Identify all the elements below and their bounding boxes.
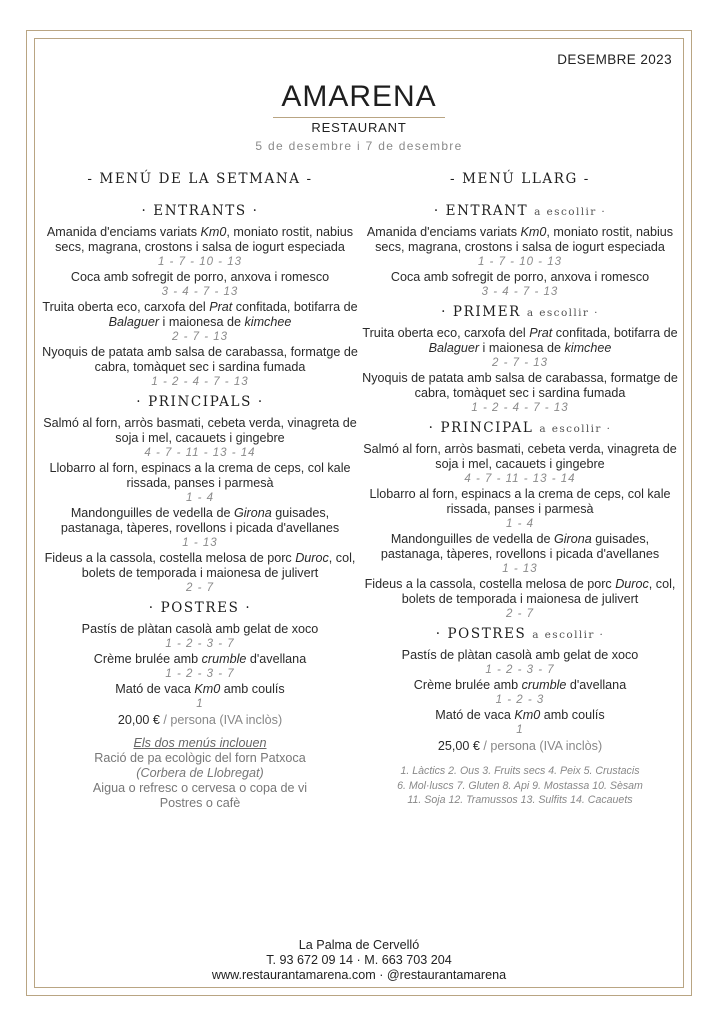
includes-title: Els dos menús inclouen (133, 736, 267, 750)
long-principal-choose: a escollir · (539, 423, 612, 435)
dish-name: Truita oberta eco, carxofa del Prat confitada, botifarra de Balaguer i maionesa de kimchee (42, 300, 358, 329)
dish-item (360, 270, 680, 300)
dish-name: Llobarro al forn, espinacs a la crema de ceps, col kale rissada, panses i parmesà (369, 487, 671, 516)
footer (0, 938, 718, 983)
long-price-unit: / persona (IVA inclòs) (479, 739, 603, 753)
dish-name: Mató de vaca Km0 amb coulís (435, 708, 605, 722)
week-menu-title: - MENÚ DE LA SETMANA - (87, 171, 313, 187)
brand-logo (0, 80, 718, 135)
dish-item (360, 648, 680, 678)
long-principal-heading (360, 420, 680, 436)
dish-name: Coca amb sofregit de porro, anxova i romesco (390, 270, 650, 284)
dish-allergens: 2 - 7 - 13 (171, 331, 229, 343)
includes-bread-origin: (Corbera de Llobregat) (136, 766, 264, 780)
dish-item (40, 300, 360, 345)
dish-item (360, 442, 680, 487)
week-price (40, 712, 360, 728)
long-price (360, 738, 680, 754)
dish-allergens: 1 - 7 - 10 - 13 (157, 256, 243, 268)
dish-allergens: 1 - 13 (502, 563, 538, 575)
dish-allergens: 2 - 7 - 13 (491, 357, 549, 369)
footer-web[interactable]: www.restaurantamarena.com · @restaurantamarena (211, 968, 507, 982)
dish-allergens: 1 - 2 - 3 - 7 (165, 668, 235, 680)
dish-item (360, 577, 680, 622)
dish-name: Nyoquis de patata amb salsa de carabassa, formatge de cabra, tomàquet sec i sardina fumada (42, 345, 358, 374)
long-entrant-label: · ENTRANT (433, 203, 529, 219)
long-primer-choose: a escollir · (526, 307, 599, 319)
dish-allergens: 1 - 7 - 10 - 13 (477, 256, 563, 268)
allergen-legend (360, 764, 680, 808)
long-postres-label: · POSTRES (435, 626, 527, 642)
week-principals-list (40, 416, 360, 596)
dish-name: Mató de vaca Km0 amb coulís (115, 682, 285, 696)
dish-name: Amanida d'enciams variats Km0, moniato rostit, nabius secs, magrana, crostons i salsa de iogurt especiada (46, 225, 354, 254)
dish-name: Nyoquis de patata amb salsa de carabassa, formatge de cabra, tomàquet sec i sardina fumada (362, 371, 678, 400)
dish-item (360, 487, 680, 532)
long-menu-column (360, 165, 680, 808)
dish-item (40, 461, 360, 506)
long-principal-label: · PRINCIPAL (428, 420, 534, 436)
dish-allergens: 3 - 4 - 7 - 13 (161, 286, 239, 298)
dish-name: Amanida d'enciams variats Km0, moniato rostit, nabius secs, magrana, crostons i salsa de iogurt especiada (366, 225, 674, 254)
dish-item (40, 682, 360, 712)
dish-allergens: 1 - 4 (185, 492, 214, 504)
dish-allergens: 1 - 13 (182, 537, 218, 549)
dish-name: Llobarro al forn, espinacs a la crema de ceps, col kale rissada, panses i parmesà (49, 461, 351, 490)
brand-divider (273, 117, 445, 118)
dish-item (360, 326, 680, 371)
dish-allergens: 2 - 7 (185, 582, 214, 594)
includes-drink: Aigua o refresc o cervesa o copa de vi (92, 781, 308, 795)
dish-item (360, 371, 680, 416)
dish-allergens: 1 (196, 698, 204, 710)
includes-bread: Ració de pa ecològic del forn Patxoca (94, 751, 306, 765)
dish-allergens: 3 - 4 - 7 - 13 (481, 286, 559, 298)
dish-name: Crème brulée amb crumble d'avellana (413, 678, 627, 692)
dish-name: Mandonguilles de vedella de Girona guisades, pastanaga, tàperes, rovellons i picada d'avellanes (60, 506, 340, 535)
long-entrants-list (360, 225, 680, 300)
footer-location: La Palma de Cervelló (298, 938, 420, 952)
dish-item (40, 551, 360, 596)
week-postres-list (40, 622, 360, 712)
long-postres-list (360, 648, 680, 738)
week-postres-heading: · POSTRES · (148, 600, 252, 616)
dish-name: Salmó al forn, arròs basmati, cebeta verda, vinagreta de soja i mel, cacauets i gingebre (43, 416, 357, 445)
long-postres-heading (360, 626, 680, 642)
week-entrants-list (40, 225, 360, 390)
week-price-value: 20,00 € (117, 713, 160, 727)
dish-name: Crème brulée amb crumble d'avellana (93, 652, 307, 666)
menu-date: DESEMBRE 2023 (557, 52, 672, 67)
dish-allergens: 4 - 7 - 11 - 13 - 14 (144, 447, 256, 459)
long-price-value: 25,00 € (437, 739, 480, 753)
dish-allergens: 1 - 2 - 3 - 7 (165, 638, 235, 650)
dish-item (360, 678, 680, 708)
dish-name: Pastís de plàtan casolà amb gelat de xoco (401, 648, 639, 662)
allergen-legend-line: 11. Soja 12. Tramussos 13. Sulfits 14. Cacauets (407, 794, 633, 806)
dish-item (40, 506, 360, 551)
week-entrants-heading: · ENTRANTS · (141, 203, 259, 219)
dish-allergens: 1 - 2 - 3 (495, 694, 545, 706)
dish-allergens: 1 - 2 - 4 - 7 - 13 (151, 376, 249, 388)
allergen-legend-line: 1. Làctics 2. Ous 3. Fruits secs 4. Peix 5. Crustacis (400, 765, 640, 777)
long-principals-list (360, 442, 680, 622)
brand-name: AMARENA (281, 80, 437, 113)
dish-item (40, 622, 360, 652)
long-postres-choose: a escollir · (532, 629, 605, 641)
long-menu-title: - MENÚ LLARG - (450, 171, 590, 187)
dish-allergens: 1 (516, 724, 524, 736)
dish-name: Truita oberta eco, carxofa del Prat confitada, botifarra de Balaguer i maionesa de kimchee (362, 326, 678, 355)
long-entrant-heading (360, 203, 680, 219)
dish-allergens: 2 - 7 (505, 608, 534, 620)
dish-item (40, 270, 360, 300)
long-primer-label: · PRIMER (441, 304, 521, 320)
dish-item (360, 225, 680, 270)
week-price-unit: / persona (IVA inclòs) (159, 713, 283, 727)
dish-allergens: 1 - 2 - 4 - 7 - 13 (471, 402, 569, 414)
dish-allergens: 4 - 7 - 11 - 13 - 14 (464, 473, 576, 485)
dish-item (360, 708, 680, 738)
long-primers-list (360, 326, 680, 416)
dish-name: Coca amb sofregit de porro, anxova i romesco (70, 270, 330, 284)
dish-item (40, 225, 360, 270)
brand-subtitle: RESTAURANT (311, 120, 407, 135)
week-menu-column (40, 165, 360, 811)
week-principals-heading: · PRINCIPALS · (136, 394, 264, 410)
includes-dessert: Postres o cafè (159, 796, 241, 810)
dish-item (40, 652, 360, 682)
long-primer-heading (360, 304, 680, 320)
dish-allergens: 1 - 4 (505, 518, 534, 530)
dish-name: Mandonguilles de vedella de Girona guisades, pastanaga, tàperes, rovellons i picada d'avellanes (380, 532, 660, 561)
long-entrant-choose: a escollir · (534, 206, 607, 218)
footer-phones: T. 93 672 09 14 · M. 663 703 204 (266, 953, 452, 967)
menu-dates: 5 de desembre i 7 de desembre (255, 139, 463, 153)
allergen-legend-line: 6. Mol·luscs 7. Gluten 8. Api 9. Mostassa 10. Sèsam (397, 779, 643, 792)
dish-name: Fideus a la cassola, costella melosa de porc Duroc, col, bolets de temporada i maionesa de julivert (364, 577, 676, 606)
dish-name: Salmó al forn, arròs basmati, cebeta verda, vinagreta de soja i mel, cacauets i gingebre (363, 442, 677, 471)
dish-item (40, 345, 360, 390)
dish-name: Fideus a la cassola, costella melosa de porc Duroc, col, bolets de temporada i maionesa de julivert (44, 551, 356, 580)
dish-allergens: 1 - 2 - 3 - 7 (485, 664, 555, 676)
dish-name: Pastís de plàtan casolà amb gelat de xoco (81, 622, 319, 636)
dish-item (360, 532, 680, 577)
dish-item (40, 416, 360, 461)
